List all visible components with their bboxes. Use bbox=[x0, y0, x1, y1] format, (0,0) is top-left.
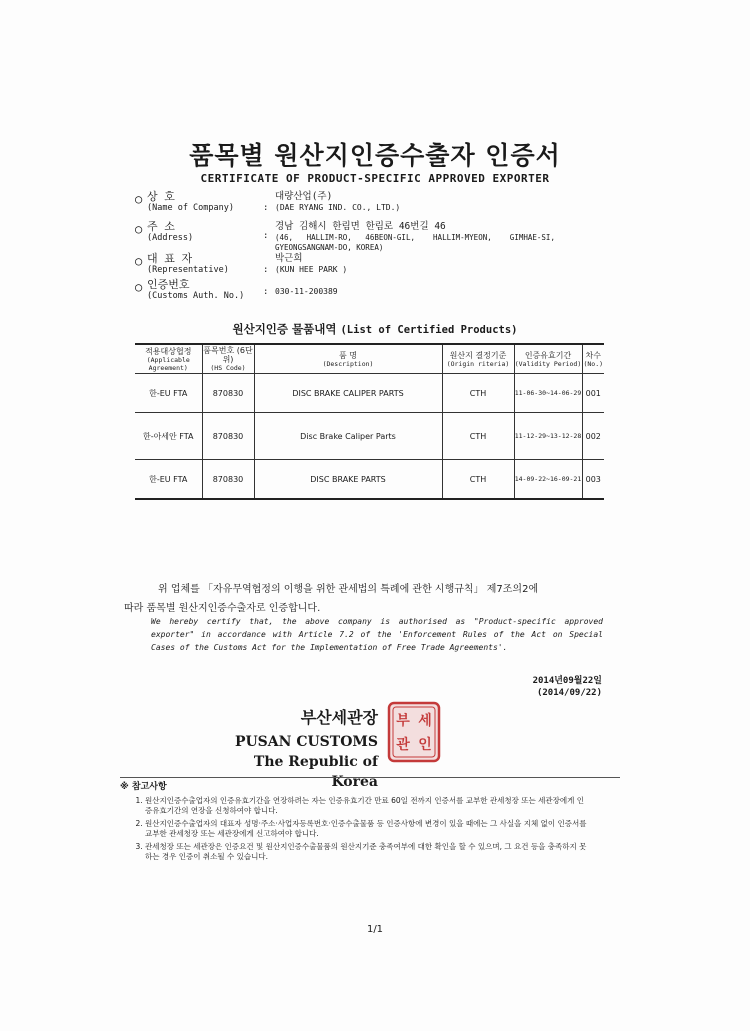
address-value-en-line2: GYEONGSANGNAM-DO, KOREA) bbox=[275, 243, 384, 252]
company-field: ○ 상 호 (Name of Company) : 대량산업(주) (DAE RYANG IND. CO., LTD.) bbox=[135, 191, 615, 217]
company-value-en: (DAE RYANG IND. CO., LTD.) bbox=[275, 203, 401, 212]
note-item: 3. 관세청장 또는 세관장은 인증요건 및 원산지인증수출물품의 원산지기준 충족여부에 대한 확인을 할 수 있으며, 그 요건 등을 충족하지 못하는 경우 인증이 취소될 수 있습니다. bbox=[145, 842, 590, 863]
note-item: 1. 원산지인증수출업자의 인증유효기간을 연장하려는 자는 인증유효기간 만료 60일 전까지 인증서를 교부한 관세청장 또는 세관장에게 인증유효기간의 연장을 신청하여야 합니다. bbox=[145, 796, 590, 817]
cell-description: DISC BRAKE PARTS bbox=[254, 460, 442, 500]
svg-text:관: 관 bbox=[396, 737, 410, 753]
products-title-ko: 원산지인증 물품내역 bbox=[232, 322, 337, 336]
header-validity: 인증유효기간 (Validity Period) bbox=[514, 344, 582, 374]
cell-hs-code: 870830 bbox=[202, 460, 254, 500]
reference-notes bbox=[120, 782, 590, 865]
representative-field: ○ 대 표 자 (Representative) : 박근희 (KUN HEE PARK ) bbox=[135, 253, 615, 279]
cell-description: DISC BRAKE CALIPER PARTS bbox=[254, 374, 442, 413]
cell-validity: 14-09-22~16-09-21 bbox=[514, 460, 582, 500]
company-label-en: (Name of Company) bbox=[147, 203, 234, 213]
certification-statement-en: We hereby certify that, the above company is authorised as "Product-specific approved exporter" in accordance with Article 7.2 of the 'Enforcement Rules of the Act on Special Cases of the Customs Act for the Implementation of Free Trade Agreements'. bbox=[151, 617, 603, 652]
address-field: ○ 주 소 (Address) : 경남 김해시 한림면 한림로 46번길 46 (46, HALLIM-RO, 46BEON-GIL, HALLIM-MYEON, GIMHAE-SI, GYEONGSANGNAM-DO, KOREA) bbox=[135, 221, 615, 257]
cell-validity: 11-12-29~13-12-28 bbox=[514, 413, 582, 460]
authority-name-ko: 부산세관장 bbox=[300, 708, 378, 727]
notes-divider bbox=[120, 777, 620, 778]
table-row bbox=[135, 413, 604, 460]
table-row bbox=[135, 374, 604, 413]
authority-name-en: PUSAN CUSTOMS bbox=[234, 734, 378, 750]
address-value-en-line1: (46, HALLIM-RO, 46BEON-GIL, HALLIM-MYEON, GIMHAE-SI, bbox=[275, 233, 555, 242]
page-number: 1/1 bbox=[366, 924, 384, 935]
circle-bullet-icon: ○ bbox=[135, 192, 143, 206]
certification-ko-line1: 위 업체를 「자유무역협정의 이행을 위한 관세법의 특례에 관한 시행규칙」 제7조의2에 bbox=[158, 584, 539, 595]
company-label-ko: 상 호 bbox=[147, 190, 175, 203]
certification-ko-line2: 따라 품목별 원산지인증수출자로 인증합니다. bbox=[124, 603, 321, 614]
representative-value-ko: 박근희 bbox=[275, 253, 303, 264]
address-label-ko: 주 소 bbox=[147, 220, 175, 233]
auth-label-ko: 인증번호 bbox=[147, 278, 190, 291]
certified-products-table bbox=[135, 343, 604, 500]
svg-text:인: 인 bbox=[418, 737, 432, 753]
cell-hs-code: 870830 bbox=[202, 374, 254, 413]
header-description: 품 명 (Description) bbox=[254, 344, 442, 374]
circle-bullet-icon: ○ bbox=[135, 254, 143, 268]
note-item: 2. 원산지인증수출업자의 대표자 성명·주소·사업자등록번호·인증수출물품 등 인증사항에 변경이 있을 때에는 그 사실을 지체 없이 인증서를 교부한 관세청장 또는 세관장에게 신고하여야 합니다. bbox=[145, 819, 590, 840]
cell-no: 002 bbox=[582, 413, 604, 460]
header-hs-code: 품목번호 (6단위) (HS Code) bbox=[203, 346, 253, 372]
products-section-title bbox=[0, 321, 750, 337]
cell-no: 003 bbox=[582, 460, 604, 500]
cell-hs-code: 870830 bbox=[202, 413, 254, 460]
circle-bullet-icon: ○ bbox=[135, 222, 143, 236]
cell-description: Disc Brake Caliper Parts bbox=[254, 413, 442, 460]
header-origin-criteria: 원산지 결정기준 (Origin riteria) bbox=[442, 344, 514, 374]
header-agreement: 적용대상협정 (Applicable Agreement) bbox=[135, 344, 202, 374]
cell-no: 001 bbox=[582, 374, 604, 413]
representative-label-ko: 대 표 자 bbox=[147, 252, 193, 265]
issuing-authority bbox=[203, 705, 378, 792]
certificate-title-english: CERTIFICATE OF PRODUCT-SPECIFIC APPROVED EXPORTER bbox=[200, 172, 550, 185]
certification-statement-ko bbox=[120, 580, 620, 618]
table-row bbox=[135, 460, 604, 500]
cell-agreement: 한-EU FTA bbox=[135, 460, 202, 500]
certificate-title-korean: 품목별 원산지인증수출자 인증서 bbox=[189, 141, 561, 170]
company-value-ko: 대량산업(주) bbox=[275, 191, 333, 202]
cell-origin: CTH bbox=[442, 374, 514, 413]
svg-text:부: 부 bbox=[396, 713, 410, 729]
representative-label-en: (Representative) bbox=[147, 265, 229, 275]
notes-heading: ※ 참고사항 bbox=[120, 782, 167, 792]
address-label-en: (Address) bbox=[147, 233, 194, 243]
cell-agreement: 한-아세안 FTA bbox=[135, 413, 202, 460]
circle-bullet-icon: ○ bbox=[135, 280, 143, 294]
auth-number-field: ○ 인증번호 (Customs Auth. No.) : 030-11-200389 bbox=[135, 279, 615, 305]
svg-text:세: 세 bbox=[418, 713, 432, 729]
auth-label-en: (Customs Auth. No.) bbox=[147, 291, 245, 301]
cell-origin: CTH bbox=[442, 460, 514, 500]
issue-date-en: (2014/09/22) bbox=[536, 688, 602, 698]
official-seal-icon bbox=[387, 701, 441, 763]
products-title-en: (List of Certified Products) bbox=[340, 324, 518, 336]
authority-country: The Republic of Korea bbox=[253, 754, 378, 790]
representative-value-en: (KUN HEE PARK ) bbox=[275, 265, 348, 274]
cell-origin: CTH bbox=[442, 413, 514, 460]
cell-validity: 11-06-30~14-06-29 bbox=[514, 374, 582, 413]
issue-date-ko: 2014년09월22일 bbox=[532, 676, 602, 686]
table-header-row bbox=[135, 344, 604, 374]
cell-agreement: 한-EU FTA bbox=[135, 374, 202, 413]
address-value-ko: 경남 김해시 한림면 한림로 46번길 46 bbox=[275, 221, 446, 232]
header-no: 차수 (No.) bbox=[582, 344, 604, 374]
auth-value: 030-11-200389 bbox=[275, 287, 338, 296]
